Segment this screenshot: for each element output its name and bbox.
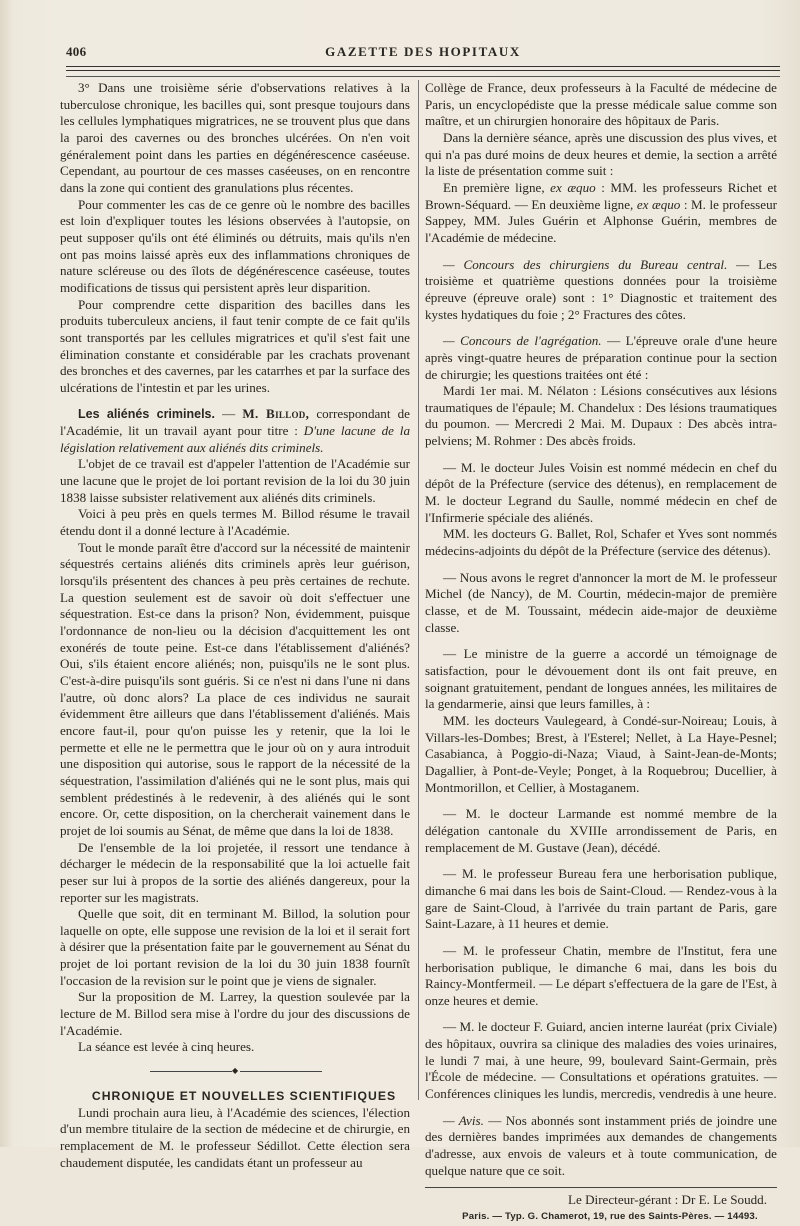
running-title: GAZETTE DES HOPITAUX <box>325 44 521 59</box>
paragraph: L'objet de ce travail est d'appeler l'attention de l'Académie sur une lacune que le projet de loi portant revision de la loi du 30 juin 1838 laisse subsister relativement aux aliénés dits criminels. <box>60 456 410 505</box>
paragraph: Dans la dernière séance, après une discussion des plus vives, et qui n'a pas duré moins de deux heures et demie, la section a arrêté la liste de présentation comme suit : <box>425 129 777 179</box>
paragraph: Voici à peu près en quels termes M. Billod résume le travail étendu dont il a donné lecture à l'Académie. <box>60 506 410 539</box>
paragraph: La séance est levée à cinq heures. <box>78 1039 255 1055</box>
news-item: — Nous avons le regret d'annoncer la mort de M. le professeur Michel (de Nancy), de M. Courtin, médecin-major de première classe, et de M. Toussaint, médecin aide-major de deuxième classe. <box>425 569 777 635</box>
paragraph: De l'ensemble de la loi projetée, il ressort une tendance à décharger le médecin de la responsabilité que la loi actuelle fait peser sur lui à propos de la sortie des aliénés dangereux, pour la reporter sur les magistrats. <box>60 839 410 905</box>
paragraph: 3° Dans une troisième série d'observations relatives à la tuberculose chronique, les bacilles qui, sont presque toujours dans les cellules lymphatiques migratrices, ne se trouvent plus que dans la paroi des cavernes ou des bronches ulcérées. On n'en voit généralement point dans les parties en dégénérescence caséeuse. Cependant, au pourtour de ces masses caséeuses, on en rencontre dans la zone qui contient des granulations plus récentes. <box>60 80 410 195</box>
news-heading: — Concours des chirurgiens du Bureau central. <box>443 256 728 272</box>
director-signature: Le Directeur-gérant : Dr E. Le Soudd. <box>568 1192 767 1208</box>
news-item: — Le ministre de la guerre a accordé un témoignage de satisfaction, pour le dévouement dont ils ont fait preuve, en soignant gratuitement, pendant de longues années, les militaires de la gendarmerie, ainsi que leurs familles, à : <box>425 646 777 712</box>
section-heading: Les aliénés criminels. <box>78 407 215 422</box>
paragraph: Collège de France, deux professeurs à la Faculté de médecine de Paris, un encyclopédiste que la presse médicale salue comme son maître, et un chirurgien honoraire des hôpitaux de Paris. <box>425 80 777 129</box>
news-heading: — Avis. <box>443 1112 484 1128</box>
right-column <box>425 80 777 1226</box>
news-item: — M. le docteur Jules Voisin est nommé médecin en chef du dépôt de la Préfecture (service des détenus), en remplacement de M. le docteur Legrand du Saulle, nommé médecin en chef de l'Infirmerie spéciale des aliénés. <box>425 459 777 525</box>
section-divider: ◆ <box>60 1066 410 1076</box>
work-title: D'une lacune de la législation relativement aux aliénés dits criminels. <box>60 423 410 455</box>
paragraph: Lundi prochain aura lieu, à l'Académie des sciences, l'élection d'un membre titulaire de la section de médecine et de chirurgie, en remplacement de M. le professeur Sédillot. Cette élection sera chaudement disputée, les candidats étant un professeur au <box>60 1104 410 1170</box>
news-item: — M. le docteur Larmande est nommé membre de la délégation cantonale du XVIIIe arrondissement de Paris, en remplacement de M. Gustave (Jean), décédé. <box>425 806 777 855</box>
paragraph: Sur la proposition de M. Larrey, la question soulevée par la lecture de M. Billod sera mise à l'ordre du jour des discussions de l'Académie. <box>60 989 410 1038</box>
chronique-heading: CHRONIQUE ET NOUVELLES SCIENTIFIQUES <box>91 1089 397 1104</box>
header-rule <box>66 70 780 71</box>
printer-imprint: Paris. — Typ. G. Chamerot, 19, rue des Saints-Pères. — 14493. <box>462 1211 758 1223</box>
header-rule <box>66 66 780 67</box>
paragraph: MM. les docteurs Vaulegeard, à Condé-sur-Noireau; Louis, à Villars-les-Dombes; Brest, à l'Esterel; Nellet, à La Haye-Pesnel; Casabianca, à Poggio-di-Naza; Viaud, à Saint-Jean-de-Monts; Dagallier, à Pont-de-Veyle; Ponget, à la Roquebrou; Ducellier, à Montmorillon, et Cellier, à Mostaganem. <box>425 712 777 795</box>
paragraph: MM. les docteurs G. Ballet, Rol, Schafer et Yves sont nommés médecins-adjoints du dépôt de la Préfecture (service des détenus). <box>425 526 777 559</box>
paragraph: Pour comprendre cette disparition des bacilles dans les produits tuberculeux anciens, il faut tenir compte de ce fait qu'ils sont transportés par les cellules migratrices et qu'il s'est fait une élimination constante et considérable par les crachats provenant des bronches et des cavernes, par les catarrhes et par la surface des ulcérations de l'intestin et par les urines. <box>60 296 410 395</box>
paragraph: Pour commenter les cas de ce genre où le nombre des bacilles est loin d'expliquer toutes les lésions observées à l'autopsie, on peut supposer qu'ils ont été éliminés ou détruits, mais qu'ils n'en ont pas moins laissé après eux des inflammations chroniques de nature scléreuse ou des îlots de dégénérescence caséeuse, toutes modifications de tissus qui persistent après leur disparition. <box>60 196 410 295</box>
news-item-avis: — Avis. — Nos abonnés sont instamment priés de joindre une des dernières bandes imprimées aux demandes de changements d'adresse, aux envois de valeurs et à toute communication, de quelque nature que ce soit. <box>425 1112 777 1178</box>
author-name: M. Billod, <box>242 406 310 422</box>
paragraph: Quelle que soit, dit en terminant M. Billod, la solution pour laquelle on opte, elle suppose une revision de la loi et il serait fort à désirer que la présentation faite par le gouvernement au Sénat du projet de loi portant revision de la loi du 30 juin 1838 fournît l'occasion de la revision sur le point que je viens de signaler. <box>60 906 410 988</box>
paragraph: Mardi 1er mai. M. Nélaton : Lésions consécutives aux lésions traumatiques de l'épaule; M. Chandelux : Des lésions traumatiques du poumon. — Mercredi 2 Mai. M. Dupaux : Des abcès intra-pelviens; M. Rohmer : Des abcès froids. <box>425 383 777 449</box>
page-header <box>66 44 780 64</box>
left-column <box>60 80 410 1171</box>
paragraph: En première ligne, ex æquo : MM. les professeurs Richet et Brown-Séquard. — En deuxième ligne, ex æquo : M. le professeur Sappey, MM. Jules Guérin et Alphonse Guérin, membres de l'Académie de médecine. <box>425 179 777 245</box>
signature-rule <box>425 1187 777 1188</box>
page-number: 406 <box>66 44 87 59</box>
section-alienes-criminels: Les aliénés criminels. — M. Billod, correspondant de l'Académie, lit un travail ayant pour titre : D'une lacune de la législation relativement aux aliénés dits criminels. <box>60 406 410 455</box>
header-rule <box>66 76 780 77</box>
news-item-concours-agregation: — Concours de l'agrégation. — L'épreuve orale d'une heure après vingt-quatre heures de préparation continue pour la section de chirurgie; les questions traitées ont été : <box>425 333 778 382</box>
news-item-concours-bureau-central: — Concours des chirurgiens du Bureau central. — Les troisième et quatrième questions données pour la troisième épreuve (épreuve orale) sont : 1° Diagnostic et traitement des kystes hydatiques du foie ; 2° Fractures des côtes. <box>425 256 777 322</box>
news-item: — M. le docteur F. Guiard, ancien interne lauréat (prix Civiale) des hôpitaux, ouvrira sa clinique des maladies des voies urinaires, le lundi 7 mai, à une heure, 99, boulevard Saint-Germain, près l'École de médecine. — Consultations et opérations gratuites. — Conférences cliniques les lundis, mercredis, vendredis à une heure. <box>425 1019 777 1102</box>
paragraph: Tout le monde paraît être d'accord sur la nécessité de maintenir séquestrés certains aliénés dits criminels après leur guérison, lorsqu'ils présentent des chances à peu près certaines de rechute. La question seulement est de savoir où doit s'effectuer une séquestration. Est-ce dans la prison? Non, évidemment, puisque l'ordonnance de non-lieu ou la décision d'acquittement les ont exonérés de toute peine. Est-ce dans l'établissement d'aliénés? Oui, s'ils étaient encore aliénés; non, puisqu'ils ne le sont plus. C'est-à-dire puisqu'ils sont guéris. Si ce n'est ni dans l'une ni dans l'autre, où donc alors? La place de ces individus ne saurait évidemment être ailleurs que dans l'établissement d'aliénés. Mais encore faut-il, pour qu'on puisse les y retenir, que la loi le permette et elle ne le permettra que le jour où on y aura introduit une disposition qui autorise, sous le rapport de la nécessité de la séquestration, l'assimilation d'aliénés qui ne le sont plus, mais qui semblent prédestinés à le redevenir, à des aliénés qui le sont encore. Or, cette disposition, on la chercherait vainement dans le projet de loi soumis au Sénat, de même que dans la loi de 1838. <box>60 539 410 838</box>
news-heading: — Concours de l'agrégation. <box>443 333 602 349</box>
news-item: — M. le professeur Chatin, membre de l'Institut, fera une herborisation publique, le dimanche 6 mai, dans les bois du Raincy-Montfermeil. — Le départ s'effectuera de la gare de l'Est, à onze heures et demie. <box>425 942 777 1008</box>
column-separator <box>418 80 419 1100</box>
news-item: — M. le professeur Bureau fera une herborisation publique, dimanche 6 mai dans les bois de Saint-Cloud. — Rendez-vous à la gare de Saint-Cloud, à l'arrivée du train partant de Paris, gare Saint-Lazare, à 11 heures et demie. <box>425 866 777 932</box>
